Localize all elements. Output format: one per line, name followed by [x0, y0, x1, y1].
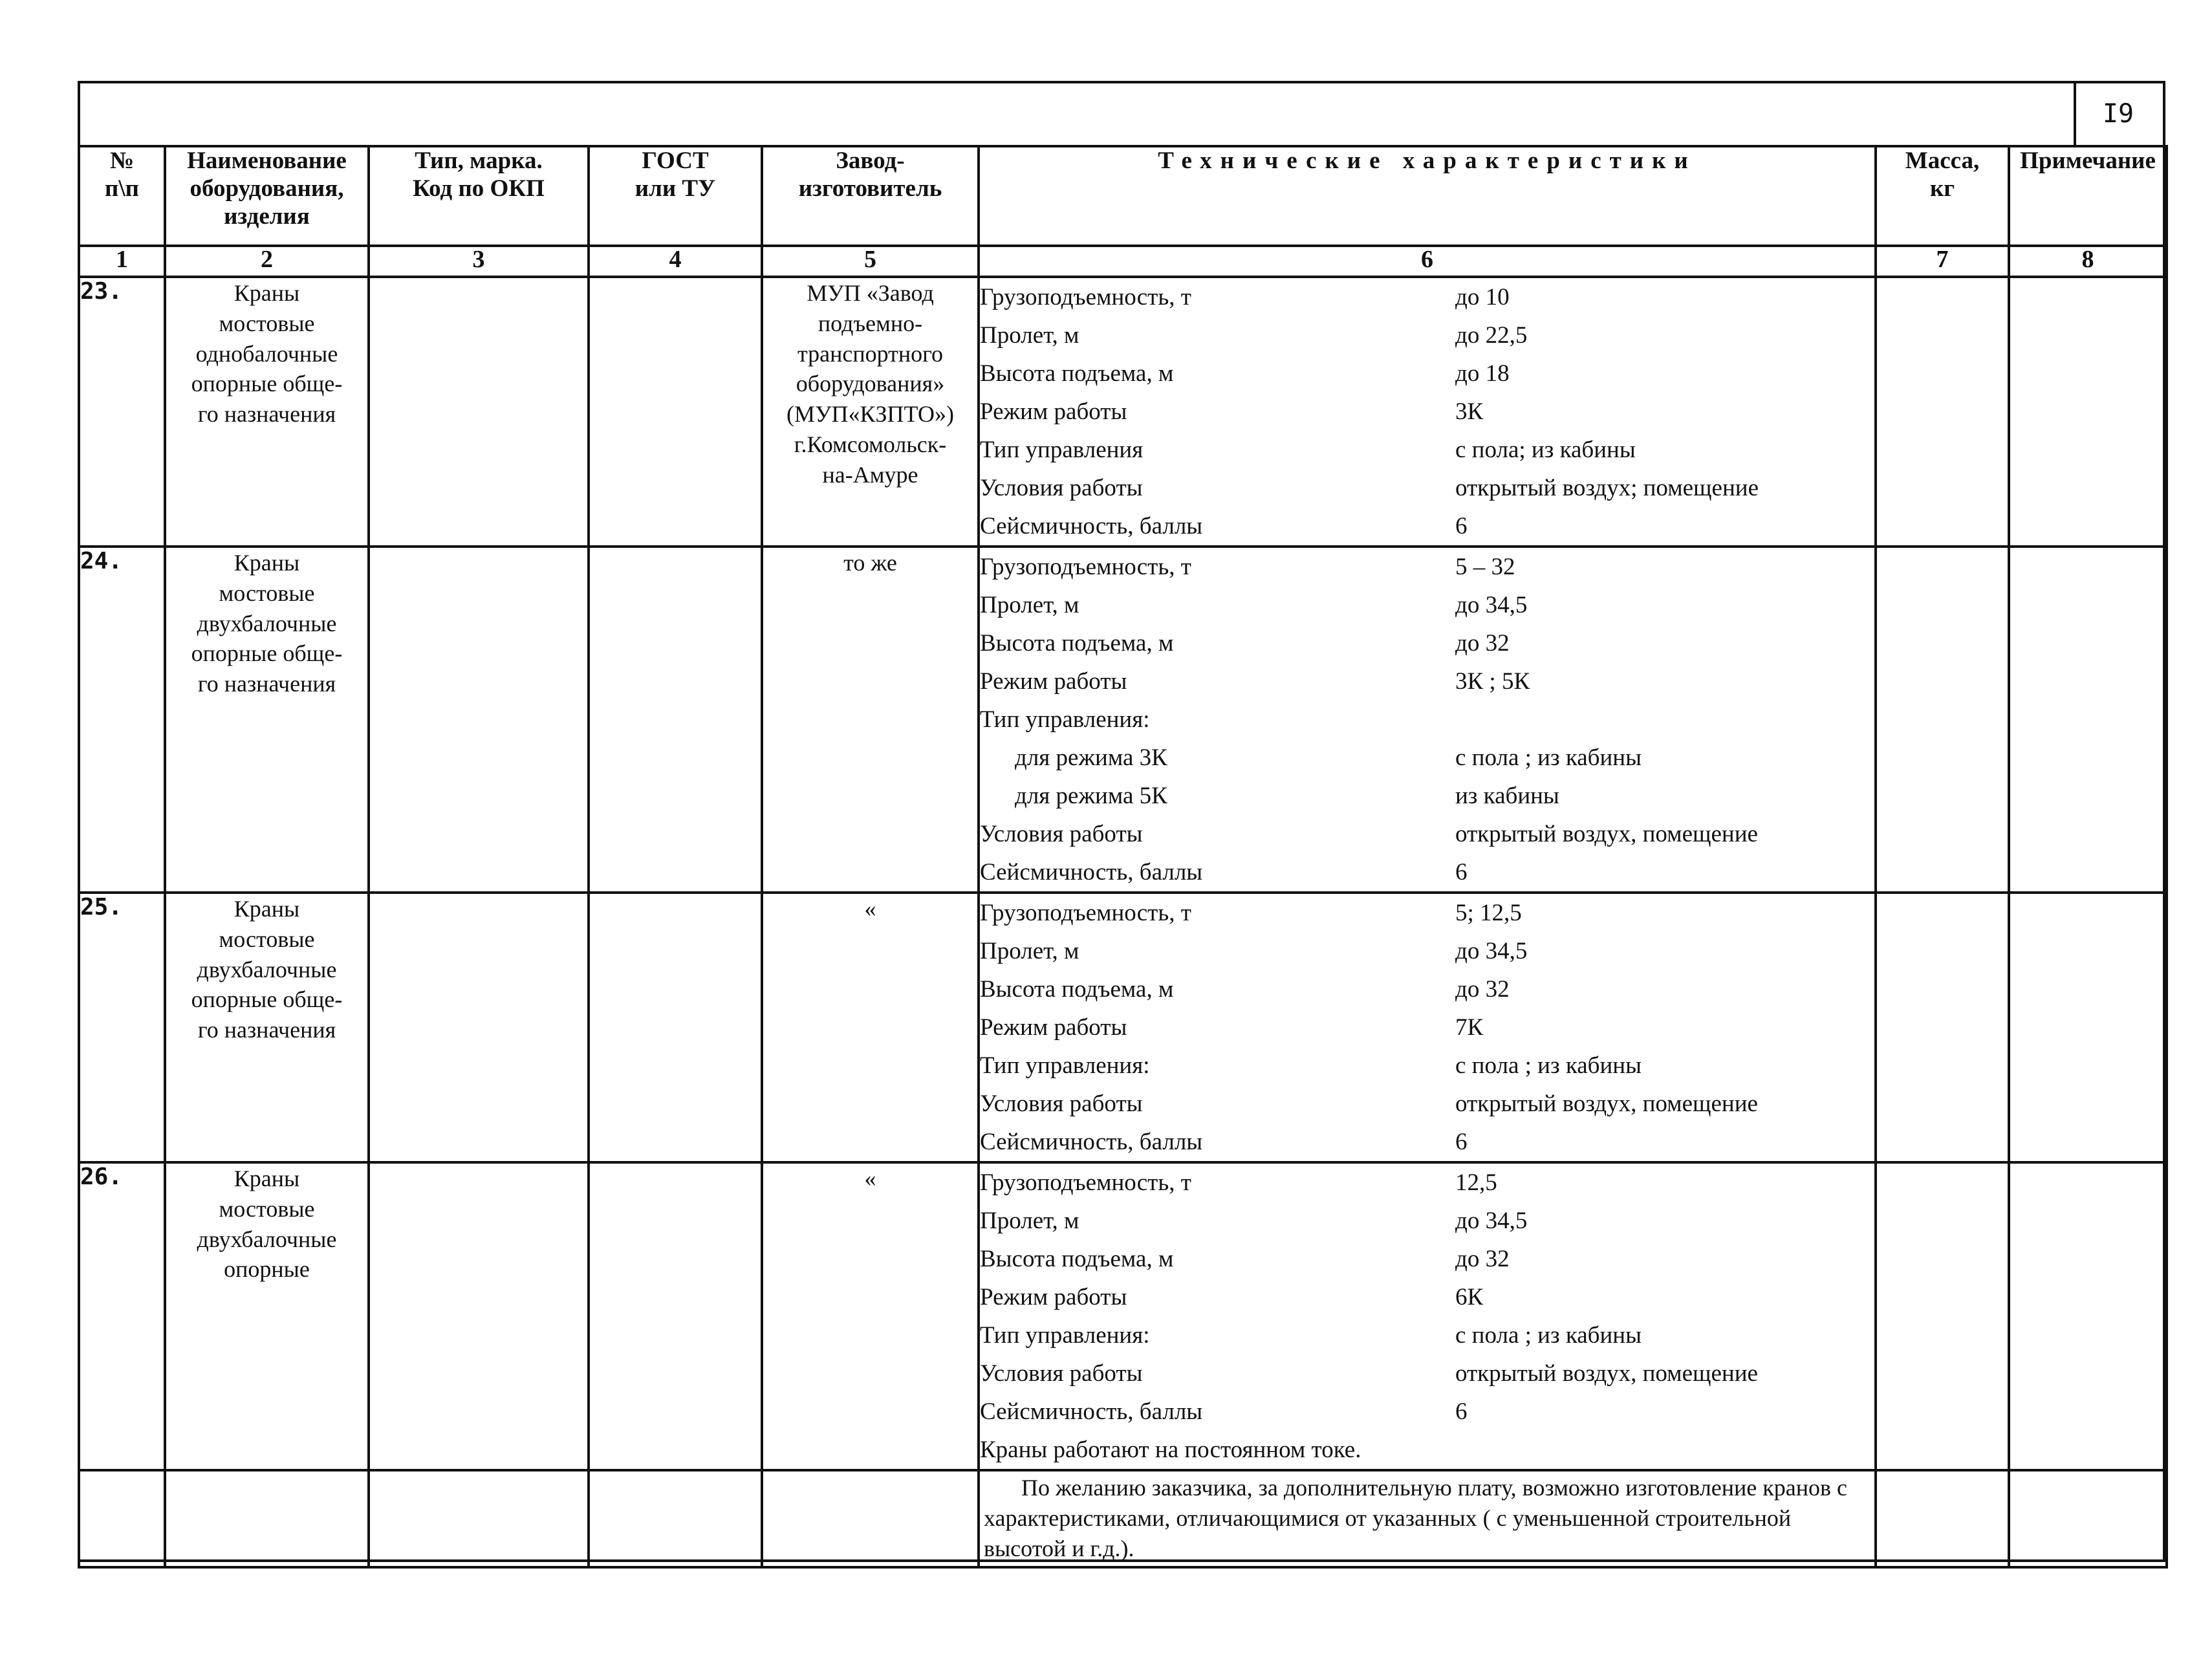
spec-key: Условия работы: [980, 1360, 1143, 1387]
spec-value: до 34,5: [1455, 1208, 1528, 1234]
equipment-name: Краны мостовые однобалочные опорные обще- го назначения: [165, 277, 369, 547]
row-number: 26.: [79, 1162, 165, 1470]
spec-line: [980, 970, 1874, 1008]
tech-specs: [979, 893, 1876, 1162]
spec-line: [980, 1431, 1874, 1469]
spec-line: [980, 1202, 1874, 1240]
column-number: 3: [369, 246, 589, 277]
spec-line: [980, 316, 1874, 354]
column-number: 6: [979, 246, 1876, 277]
spec-value: открытый воздух, помещение: [1455, 821, 1758, 847]
spec-line: [980, 1008, 1874, 1047]
gost-cell: [589, 1162, 762, 1470]
header-mass: Масса, кг: [1876, 146, 2009, 246]
column-number-row: [79, 246, 2167, 277]
mass-cell: [1876, 277, 2009, 547]
spec-key: Грузоподъемность, т: [980, 900, 1191, 926]
spec-line: [980, 431, 1874, 469]
column-number: 1: [79, 246, 165, 277]
equipment-name: Краны мостовые двухбалочные опорные обще- го назначения: [165, 547, 369, 893]
spec-key: Режим работы: [980, 1014, 1127, 1041]
spec-line: [980, 1316, 1874, 1354]
manufacturer: «: [762, 1162, 979, 1470]
spec-line: [980, 739, 1874, 777]
gost-cell: [589, 547, 762, 893]
spec-key: для режима 3К: [1015, 744, 1167, 771]
spec-value: до 32: [1455, 1246, 1510, 1272]
spec-line: [980, 548, 1874, 586]
spec-line: [980, 853, 1874, 891]
spec-value: до 22,5: [1455, 322, 1528, 349]
column-number: 5: [762, 246, 979, 277]
spec-value: открытый воздух; помещение: [1455, 475, 1759, 501]
table-row: [79, 893, 2167, 1162]
spec-value: открытый воздух, помещение: [1455, 1360, 1758, 1387]
spec-key: Сейсмичность, баллы: [980, 1129, 1203, 1155]
spec-line: [980, 469, 1874, 507]
manufacturer: МУП «Завод подъемно- транспортного оборудования» (МУП«КЗПТО») г.Комсомольск- на-Амуре: [762, 277, 979, 547]
spec-key: Пролет, м: [980, 1208, 1079, 1234]
type-cell: [369, 1162, 589, 1470]
column-number: 2: [165, 246, 369, 277]
spec-line: [980, 507, 1874, 545]
table-row: [79, 547, 2167, 893]
spec-line: [980, 393, 1874, 431]
spec-key: Грузоподъемность, т: [980, 1169, 1191, 1196]
spec-value: 12,5: [1455, 1169, 1497, 1196]
table-body: [79, 277, 2167, 1567]
manufacturer: то же: [762, 547, 979, 893]
spec-value: с пола ; из кабины: [1455, 744, 1642, 771]
spec-line: [980, 278, 1874, 316]
spec-key: Условия работы: [980, 821, 1143, 847]
spec-value: до 10: [1455, 284, 1510, 310]
note-cell: [2009, 1162, 2167, 1470]
header-no: № п\п: [79, 146, 165, 246]
spec-key: Тип управления:: [980, 1322, 1150, 1349]
mass-cell: [1876, 1162, 2009, 1470]
note-cell: [2009, 547, 2167, 893]
header-maker: Завод- изготовитель: [762, 146, 979, 246]
row-number: 24.: [79, 547, 165, 893]
spec-line: [980, 1164, 1874, 1202]
tech-specs: [979, 277, 1876, 547]
spec-line: [980, 932, 1874, 970]
spec-key: Пролет, м: [980, 938, 1079, 964]
spec-value: до 34,5: [1455, 938, 1528, 964]
spec-value: 5; 12,5: [1455, 900, 1522, 926]
gost-cell: [589, 893, 762, 1162]
spec-value: 7К: [1455, 1014, 1484, 1041]
spec-key: Сейсмичность, баллы: [980, 859, 1203, 885]
type-cell: [369, 277, 589, 547]
spec-value: до 32: [1455, 976, 1510, 1003]
spec-value: 6: [1455, 859, 1468, 885]
spec-key: Высота подъема, м: [980, 360, 1174, 387]
tech-specs: [979, 1162, 1876, 1470]
spec-key: Грузоподъемность, т: [980, 284, 1191, 310]
column-number: 4: [589, 246, 762, 277]
spec-value: до 18: [1455, 360, 1510, 387]
spec-line: [980, 624, 1874, 662]
header-row: [79, 146, 2167, 246]
header-note: Примечание: [2009, 146, 2167, 246]
spec-key: Сейсмичность, баллы: [980, 513, 1203, 539]
type-cell: [369, 893, 589, 1162]
spec-key: Высота подъема, м: [980, 976, 1174, 1003]
spec-value: 6К: [1455, 1284, 1484, 1310]
spec-value: до 34,5: [1455, 592, 1528, 618]
spec-key: Режим работы: [980, 1284, 1127, 1310]
spec-line: [980, 586, 1874, 624]
table-row: [79, 277, 2167, 547]
row-number: 25.: [79, 893, 165, 1162]
mass-cell: [1876, 547, 2009, 893]
spec-value: 3К: [1455, 398, 1484, 425]
spec-key: Грузоподъемность, т: [980, 554, 1191, 580]
spec-key: Высота подъема, м: [980, 1246, 1174, 1272]
spec-key: для режима 5К: [1015, 783, 1167, 809]
spec-key: Высота подъема, м: [980, 630, 1174, 657]
spec-line: [980, 354, 1874, 393]
spec-key: Сейсмичность, баллы: [980, 1398, 1203, 1425]
header-gost: ГОСТ или ТУ: [589, 146, 762, 246]
header-name: Наименование оборудования, изделия: [165, 146, 369, 246]
tech-specs: [979, 547, 1876, 893]
spec-key: Режим работы: [980, 398, 1127, 425]
spec-value: 3К ; 5К: [1455, 668, 1530, 695]
row-number: 23.: [79, 277, 165, 547]
spec-key: Тип управления:: [980, 706, 1150, 733]
spec-key: Условия работы: [980, 1091, 1143, 1117]
spec-line: [980, 700, 1874, 739]
header-tech: Технические характеристики: [979, 146, 1876, 246]
spec-line: [980, 662, 1874, 700]
spec-value: с пола ; из кабины: [1455, 1052, 1642, 1079]
gost-cell: [589, 277, 762, 547]
spec-value: 5 – 32: [1455, 554, 1515, 580]
spec-key: Краны работают на постоянном токе.: [980, 1437, 1361, 1463]
equipment-name: Краны мостовые двухбалочные опорные: [165, 1162, 369, 1470]
spec-line: [980, 777, 1874, 815]
spec-line: [980, 1085, 1874, 1123]
footnote-text: По желанию заказчика, за дополнительную плату, возможно изготовление кранов с характеристиками, отличающимися от указанных ( с уменьшенной строительной высотой и г.д.).: [984, 1475, 1847, 1561]
spec-value: 6: [1455, 513, 1468, 539]
spec-line: [980, 1278, 1874, 1316]
spec-key: Пролет, м: [980, 322, 1079, 349]
header-type: Тип, марка. Код по ОКП: [369, 146, 589, 246]
spec-line: [980, 815, 1874, 853]
spec-line: [980, 1123, 1874, 1161]
spec-value: открытый воздух, помещение: [1455, 1091, 1758, 1117]
type-cell: [369, 547, 589, 893]
spec-value: 6: [1455, 1398, 1468, 1425]
spec-value: 6: [1455, 1129, 1468, 1155]
footnote-row: [79, 1470, 2167, 1567]
equipment-name: Краны мостовые двухбалочные опорные обще- го назначения: [165, 893, 369, 1162]
spec-line: [980, 894, 1874, 932]
note-cell: [2009, 893, 2167, 1162]
spec-value: с пола ; из кабины: [1455, 1322, 1642, 1349]
spec-line: [980, 1354, 1874, 1393]
spec-line: [980, 1047, 1874, 1085]
manufacturer: «: [762, 893, 979, 1162]
note-cell: [2009, 277, 2167, 547]
spec-value: с пола; из кабины: [1455, 437, 1636, 463]
table-row: [79, 1162, 2167, 1470]
column-number: 7: [1876, 246, 2009, 277]
spec-key: Тип управления:: [980, 1052, 1150, 1079]
spec-line: [980, 1393, 1874, 1431]
spec-value: из кабины: [1455, 783, 1559, 809]
spec-line: [980, 1240, 1874, 1278]
spec-key: Тип управления: [980, 437, 1144, 463]
mass-cell: [1876, 893, 2009, 1162]
spec-key: Режим работы: [980, 668, 1127, 695]
specification-table: [78, 145, 2168, 1569]
spec-key: Пролет, м: [980, 592, 1079, 618]
column-number: 8: [2009, 246, 2167, 277]
page-number: I9: [2074, 83, 2160, 145]
spec-value: до 32: [1455, 630, 1510, 657]
spec-key: Условия работы: [980, 475, 1143, 501]
